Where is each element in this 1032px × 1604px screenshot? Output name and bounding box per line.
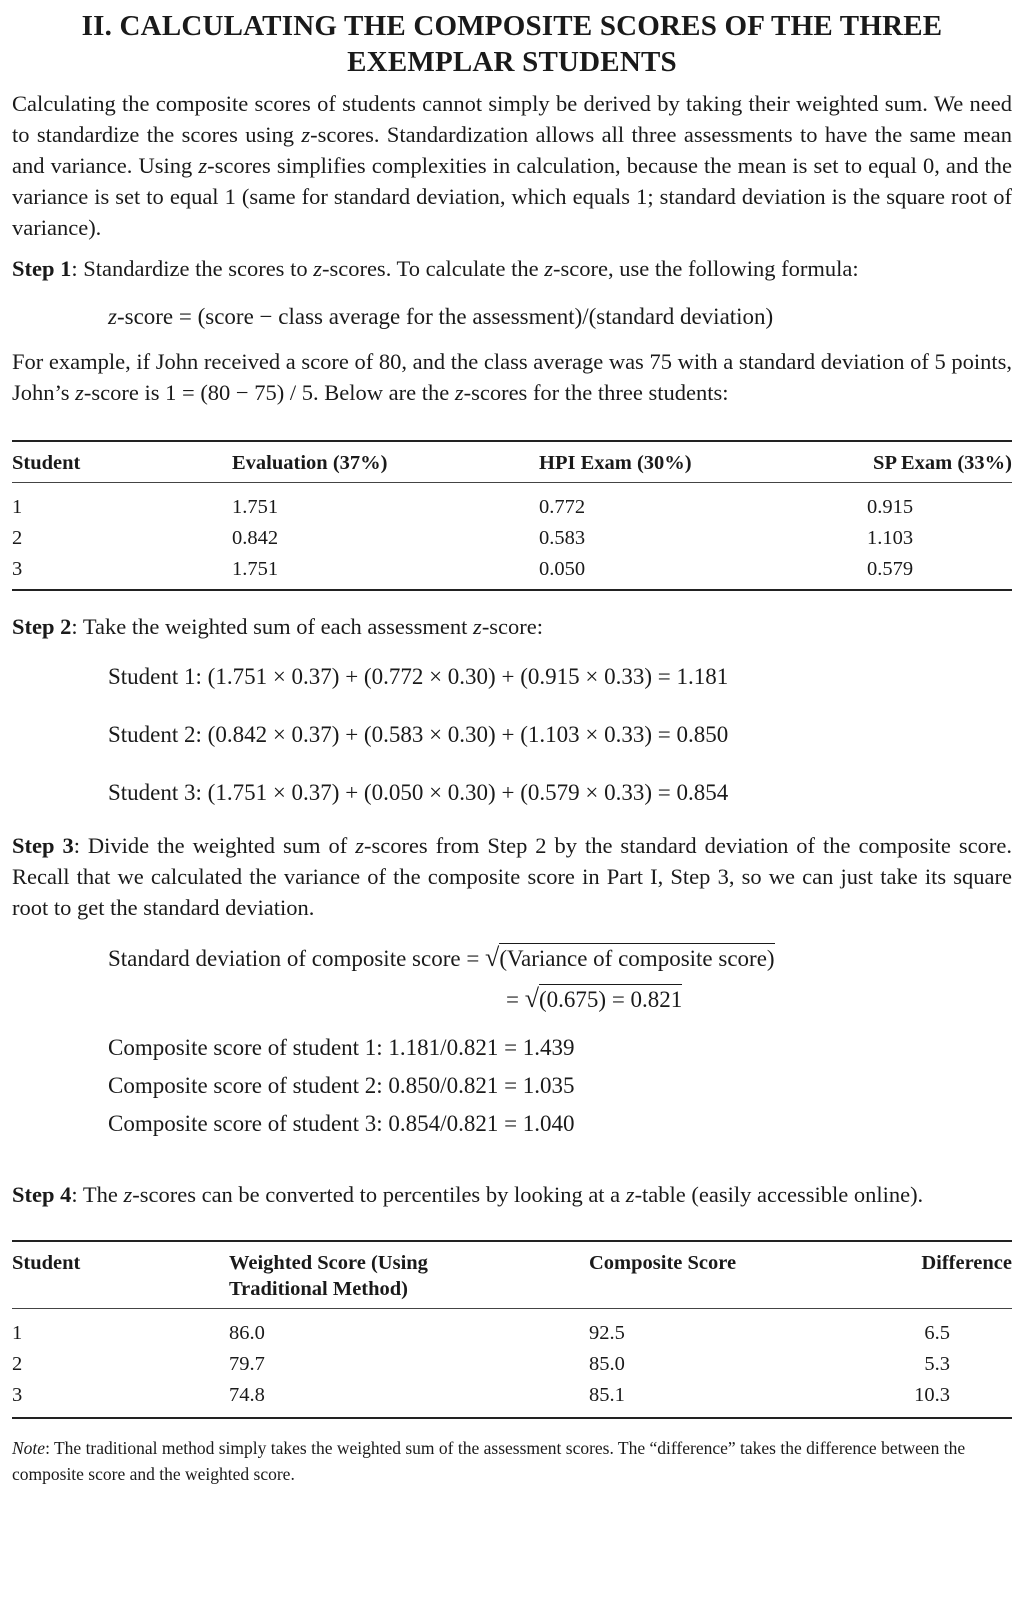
column-header: Difference [921,1252,1012,1274]
composite-score-student-2: Composite score of student 2: 0.850/0.821 = 1.035 [108,1073,575,1098]
table-cell: 74.8 [229,1384,265,1406]
table-row [12,523,1012,554]
table-cell: 92.5 [589,1322,625,1344]
table-cell: 3 [12,1384,23,1406]
table-cell: 2 [12,527,23,549]
column-header: Student [12,1252,81,1274]
section-title-line-2: EXEMPLAR STUDENTS [347,46,677,78]
table-cell: 85.0 [589,1353,625,1375]
composite-score-student-3: Composite score of student 3: 0.854/0.821 = 1.040 [108,1111,575,1136]
column-header: HPI Exam (30%) [539,452,692,474]
table-row [12,1380,1012,1418]
weighted-sum-student-1: Student 1: (1.751 × 0.37) + (0.772 × 0.30) + (0.915 × 0.33) = 1.181 [108,664,729,689]
weighted-sum-student-2: Student 2: (0.842 × 0.37) + (0.583 × 0.30) + (1.103 × 0.33) = 0.850 [108,722,729,747]
table-header-row [12,441,1012,483]
sd-equation-line-1: Standard deviation of composite score = √(Variance of composite score) [108,943,775,972]
composite-score-student-1: Composite score of student 1: 1.181/0.821 = 1.439 [108,1035,575,1060]
column-header: Evaluation (37%) [232,452,388,474]
table-row [12,1349,1012,1380]
table-cell: 3 [12,558,23,580]
table-row [12,483,1012,524]
intro-paragraph: Calculating the composite scores of students cannot simply be derived by taking their weighted sum. We need to standardize the scores using z-scores. Standardization allows all three assessments to have the same mean and variance. Using z-scores simplifies complexities in calculation, because the mean is set to equal 0, and the variance is set to equal 1 (same for standard deviation, which equals 1; standard deviation is the square root of variance). [12,91,1012,240]
table-cell: 0.842 [232,527,279,549]
table-row [12,554,1012,590]
section-title-line-1: II. CALCULATING THE COMPOSITE SCORES OF THE THREE [81,10,943,42]
composite-score-results [12,1033,1012,1139]
table-cell: 79.7 [229,1353,265,1375]
table-cell: 0.579 [867,558,914,580]
table-header-row [12,1241,1012,1309]
weighted-sum-student-3: Student 3: (1.751 × 0.37) + (0.050 × 0.30) + (0.579 × 0.33) = 0.854 [108,780,729,805]
sd-equation-line-2: = √(0.675) = 0.821 [506,984,683,1013]
table-cell: 86.0 [229,1322,265,1344]
section-title [12,8,1012,80]
table-cell: 5.3 [924,1353,950,1375]
z-score-formula: z-score = (score − class average for the assessment)/(standard deviation) [108,304,774,329]
step-2-instruction: Step 2: Take the weighted sum of each assessment z-score: [12,614,544,639]
z-score-table [12,440,1012,591]
table-cell: 2 [12,1353,23,1375]
step-4-instruction: Step 4: The z-scores can be converted to percentiles by looking at a z-table (easily accessible online). [12,1182,924,1207]
table-cell: 1.751 [232,558,279,580]
document-page [12,8,1012,1487]
composite-score-table [12,1240,1012,1419]
step-1-example: For example, if John received a score of 80, and the class average was 75 with a standard deviation of 5 points, John’s z-score is 1 = (80 − 75) / 5. Below are the z-scores for the three students: [12,349,1012,405]
table-cell: 0.583 [539,527,586,549]
table-cell: 1.751 [232,496,279,518]
column-header: Weighted Score (Using Traditional Method) [229,1252,428,1300]
table-cell: 1.103 [867,527,914,549]
square-root-icon: √ [524,984,540,1013]
table-cell: 1 [12,1322,23,1344]
table-cell: 0.772 [539,496,586,518]
table-cell: 85.1 [589,1384,625,1406]
step-1-instruction: Step 1: Standardize the scores to z-scores. To calculate the z-score, use the following formula: [12,256,859,281]
table-note: Note: The traditional method simply takes the weighted sum of the assessment scores. The “difference” takes the difference between the composite score and the weighted score. [12,1438,966,1484]
table-cell: 1 [12,496,23,518]
table-cell: 0.915 [867,496,914,518]
table-cell: 6.5 [924,1322,950,1344]
column-header: Composite Score [589,1252,737,1274]
table-cell: 10.3 [914,1384,950,1406]
square-root-icon: √ [485,943,500,972]
step-3-instruction: Step 3: Divide the weighted sum of z-scores from Step 2 by the standard deviation of the composite score. Recall that we calculated the variance of the composite score in Part I, Step 3, so we can just take its square root to get the standard deviation. [12,833,1012,920]
column-header: SP Exam (33%) [873,452,1012,474]
column-header: Student [12,452,81,474]
weighted-sum-equations [12,662,1012,808]
table-cell: 0.050 [539,558,586,580]
table-row [12,1309,1012,1350]
standard-deviation-equation [12,943,1012,1015]
